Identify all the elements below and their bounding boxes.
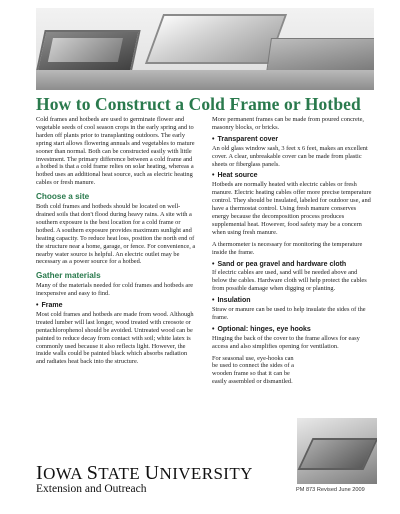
eye-hooks-paragraph: For seasonal use, eye-hooks can be used to connect the sides of a wooden frame so that it can be easily assembled or dismantled. — [212, 354, 294, 386]
bullet-icon: • — [212, 325, 215, 333]
subheading-frame — [36, 302, 196, 310]
frame-continued-paragraph: More permanent frames can be made from poured concrete, masonry blocks, or bricks. — [212, 116, 365, 131]
heat-source-paragraph: Hotbeds are normally heated with electric cables or fresh manure. Electric heating cables offer more precise temperature control. They should be insulated, labeled for outdoor use, and have a thermostat control. Using fresh manure conserves energy because the decomposition process produces supplemental heat. However, food safety may be a concern when using fresh manure. — [212, 181, 372, 236]
frame-paragraph: Most cold frames and hotbeds are made from wood. Although treated lumber will last longer, wood treated with creosote or pentachlorophenol should be avoided. Untreated wood can be painted to reduce decay from contact with soil; white latex is commonly used because it also reflects light. However, the inside walls could be painted black which absorbs radiation and radiates heat back into the structure. — [36, 310, 194, 366]
bullet-icon: • — [212, 172, 215, 180]
university-name: IOWA STATE UNIVERSITY — [36, 462, 253, 484]
subheading-sand-gravel-label: Sand or pea gravel and hardware cloth — [217, 260, 347, 268]
choose-site-paragraph: Both cold frames and hotbeds should be located on well-drained soils that don't flood during heavy rains. A site with a southern exposure is the best location for a cold frame or hotbed. A southern exposure provides maximum sunlight and heating capacity. To reduce heat loss, position the north end of the structure near a home, garage, or fence. For convenience, a nearby water source is helpful. An electric outlet may be necessary as a power source for a hotbed. — [36, 203, 196, 266]
subheading-insulation — [212, 297, 372, 305]
right-column — [212, 116, 372, 390]
bullet-icon: • — [36, 302, 39, 310]
wooden-frame-image — [298, 438, 377, 470]
thermometer-paragraph: A thermometer is necessary for monitoring the temperature inside the frame. — [212, 240, 363, 256]
wooden-frame-photo — [297, 418, 377, 484]
subheading-sand-gravel — [212, 261, 372, 269]
subheading-frame-label: Frame — [41, 302, 63, 310]
subheading-heat-source — [212, 172, 372, 180]
extension-outreach: Extension and Outreach — [36, 483, 147, 495]
bullet-icon: • — [212, 135, 215, 143]
intro-paragraph: Cold frames and hotbeds are used to germinate flower and vegetable seeds of cool season crops in the early spring and to harden off plants prior to transplanting outdoors. The early spring start allows flowering annuals and vegetables to mature sooner than normal. Both can be constructed easily with little investment. The primary difference between a cold frame and a hotbed is that a cold frame relies on solar heating, whereas a hotbed uses an additional heat source, such as electric heating cables or fresh manure. — [36, 116, 195, 187]
subheading-transparent-cover — [212, 136, 372, 144]
page-title: How to Construct a Cold Frame or Hotbed — [36, 94, 361, 114]
optional-hinges-paragraph: Hinging the back of the cover to the frame allows for easy access and also simplifies opening for ventilation. — [212, 334, 360, 350]
subheading-optional-hinges-label: Optional: hinges, eye hooks — [217, 325, 311, 333]
subheading-optional-hinges — [212, 326, 372, 334]
bullet-icon: • — [212, 260, 215, 268]
subheading-heat-source-label: Heat source — [217, 172, 258, 180]
insulation-paragraph: Straw or manure can be used to help insulate the sides of the frame. — [212, 306, 366, 321]
header-photo-cold-frames — [36, 8, 374, 90]
left-column — [36, 116, 196, 370]
transparent-cover-paragraph: An old glass window sash, 3 feet x 6 feet, makes an excellent cover. A clear, unbreakable cover can be made from plastic sheets or fiberglass panels. — [212, 144, 368, 168]
cold-frame-image-1 — [36, 30, 141, 74]
gather-materials-paragraph: Many of the materials needed for cold frames and hotbeds are inexpensive and easy to find. — [36, 282, 194, 298]
iowa-state-logo — [36, 462, 253, 495]
bullet-icon: • — [212, 297, 215, 305]
section-heading-choose-site: Choose a site — [36, 192, 90, 202]
publication-info: PM 873 Revised June 2009 — [296, 487, 365, 493]
ground-image — [36, 70, 374, 90]
cold-frame-image-2 — [145, 14, 287, 64]
subheading-transparent-cover-label: Transparent cover — [217, 135, 279, 143]
subheading-insulation-label: Insulation — [217, 297, 251, 305]
sand-gravel-paragraph: If electric cables are used, sand will be needed above and below the cables. Hardware cloth will help protect the cables from possible damage when digging or planting. — [212, 269, 367, 293]
section-heading-gather-materials: Gather materials — [36, 271, 101, 281]
